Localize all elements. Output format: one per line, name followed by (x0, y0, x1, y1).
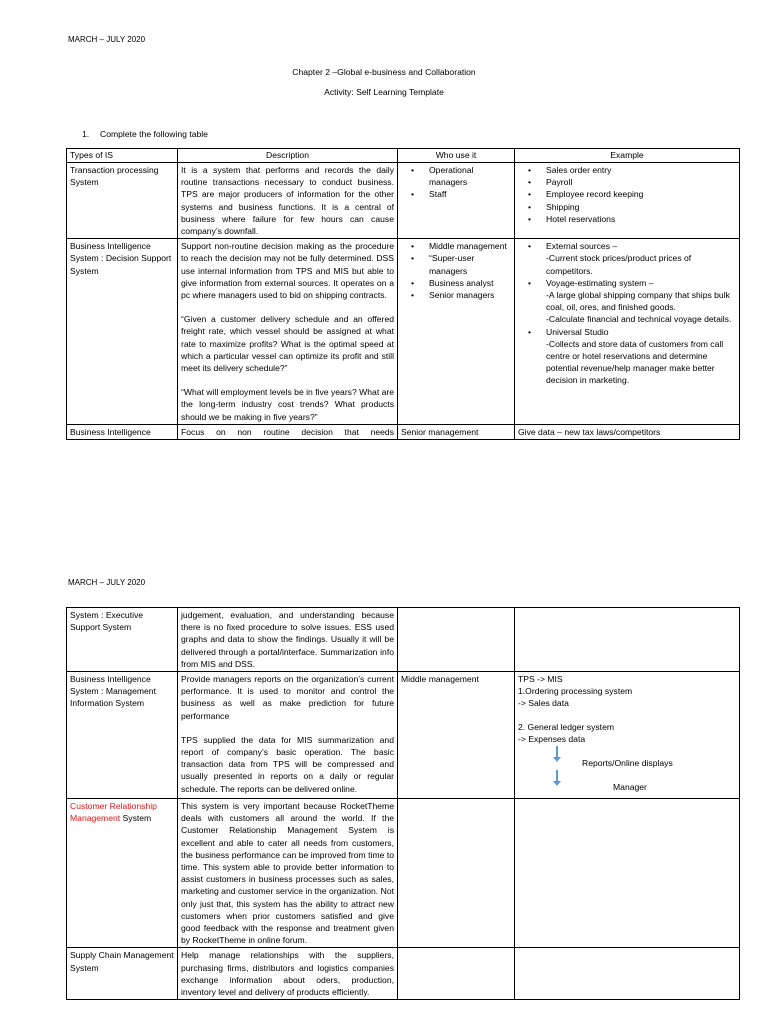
type-highlight: Customer Relationship Management (70, 801, 157, 824)
flow-line: Manager (613, 782, 647, 793)
who-cell (398, 608, 515, 672)
list-item: • Shipping (528, 201, 736, 213)
down-arrow-icon (556, 746, 558, 758)
chapter-title: Chapter 2 –Global e-business and Collaboration (292, 67, 476, 77)
type-cell: Business Intelligence (67, 424, 178, 439)
table-row (67, 239, 740, 425)
example-cell (515, 948, 740, 1000)
type-cell: Business Intelligence System : Management Information System (67, 672, 178, 799)
description-paragraph: Support non-routine decision making as the procedure to reach the decision may not be fully determined. DSS use internal information from TPS and MIS but able to give information from external sources. It operates on a pc where managers used to bid on shipping contracts. (181, 241, 394, 301)
who-cell (398, 799, 515, 948)
description-cell: judgement, evaluation, and understanding because there is no fixed procedure to solve issues. ESS used graphs and data to show the findings. Usually it will be delivered through a portal/interface. Summarization info from MIS and DSS. (178, 608, 398, 672)
description-paragraph: Provide managers reports on the organization’s current performance. It is used to monitor and control the business as well as make prediction for future performance (181, 674, 394, 721)
column-header: Types of IS (67, 149, 178, 163)
type-suffix: System (120, 813, 152, 824)
example-cell (515, 239, 740, 425)
list-item: • “Super-user managers (411, 252, 511, 276)
description-cell: Focus on non routine decision that needs (178, 424, 398, 439)
description-cell (178, 239, 398, 425)
flow-line: -> Sales data (518, 698, 569, 709)
who-cell (398, 163, 515, 239)
page-header: MARCH – JULY 2020 (68, 578, 146, 587)
description-cell: Help manage relationships with the suppliers, purchasing firms, distributors and logistics companies exchange information about oders, production, inventory level and delivery of products efficiently. (178, 948, 398, 1000)
instruction-number: 1. (82, 129, 90, 139)
example-cell (515, 672, 740, 799)
type-cell: Supply Chain Management System (67, 948, 178, 1000)
activity-subtitle: Activity: Self Learning Template (324, 87, 444, 97)
list-item: • Staff (411, 188, 511, 200)
list-item: • External sources – (528, 240, 736, 252)
instruction-text: Complete the following table (100, 129, 208, 139)
table-row (67, 163, 740, 239)
example-cell (515, 799, 740, 948)
column-header: Description (178, 149, 398, 163)
list-item: • Universal Studio (528, 326, 736, 338)
description-paragraph: “Given a customer delivery schedule and an offered freight rate, which vessel should be assigned at what rate to maximize profits? What is the optimal speed at which a particular vessel can optimize its profit and still meet its delivery schedule?” (181, 314, 394, 374)
description-cell (178, 672, 398, 799)
table-row (67, 799, 740, 948)
who-cell (398, 948, 515, 1000)
list-item: • Operational managers (411, 164, 511, 188)
list-item: • Payroll (528, 176, 736, 188)
type-cell: Transaction processing System (67, 163, 178, 239)
is-table-page1 (66, 148, 740, 440)
example-detail: -Calculate financial and technical voyage details. (546, 314, 732, 325)
example-detail: -A large global shipping company that ships bulk coal, oil, ores, and finished goods. (546, 290, 730, 313)
example-cell (515, 163, 740, 239)
mis-flow (518, 673, 736, 797)
list-item: • Voyage-estimating system – (528, 277, 736, 289)
description-cell: It is a system that performs and records the daily routine transactions necessary to conduct business. TPS are major producers of information for the other systems and business functions. It is a central of business where failure for few hours can cause company’s downfall. (178, 163, 398, 239)
list-item: • Sales order entry (528, 164, 736, 176)
column-header: Example (515, 149, 740, 163)
table-header-row (67, 149, 740, 163)
down-arrow-icon (556, 770, 558, 782)
is-table-page2 (66, 607, 740, 1000)
who-cell (398, 239, 515, 425)
example-detail: -Current stock prices/product prices of competitors. (546, 253, 692, 276)
flow-line: 2. General ledger system (518, 722, 615, 733)
example-detail: -Collects and store data of customers from call centre or hotel reservations and determine potential revenue/help manager make better decision in marketing. (546, 338, 724, 386)
type-cell: Business Intelligence System : Decision Support System (67, 239, 178, 425)
list-item: • Employee record keeping (528, 188, 736, 200)
description-paragraph: TPS supplied the data for MIS summarization and report of company’s basic operation. The basic transaction data from TPS will be compressed and usually presented in reports on a daily or regular schedule. The reports can be delivered online. (181, 734, 394, 794)
table-row (67, 672, 740, 799)
page-header: MARCH – JULY 2020 (68, 35, 146, 44)
description-paragraph: “What will employment levels be in five years? What are the long-term industry cost trends? What products should we be making in five years?” (181, 387, 395, 422)
flow-line: -> Expenses data (518, 734, 586, 745)
list-item: • Business analyst (411, 277, 511, 289)
flow-line: TPS -> MIS (518, 674, 563, 685)
list-item: • Senior managers (411, 289, 511, 301)
column-header: Who use it (398, 149, 515, 163)
table-row (67, 424, 740, 439)
flow-line: Reports/Online displays (582, 758, 673, 769)
list-item: • Hotel reservations (528, 213, 736, 225)
table-row (67, 608, 740, 672)
type-cell (67, 799, 178, 948)
who-cell: Senior management (398, 424, 515, 439)
instruction (82, 128, 208, 140)
flow-line: 1.Ordering processing system (518, 686, 633, 697)
description-cell: This system is very important because RocketTheme deals with customers all around the world. If the Customer Relationship Management System is excellent and able to cater all needs from customers, the business performance can be improved from time to time. This system able to provide better information to assist customers in business processes such as sales, marketing and customer service in the organization. Not only just that, this system has the ability to attract new customers when prior customers satisfied and give good feedback with the response and treatment given by RocketTheme in online forum. (178, 799, 398, 948)
who-cell: Middle management (398, 672, 515, 799)
table-row (67, 948, 740, 1000)
type-cell: System : Executive Support System (67, 608, 178, 672)
list-item: • Middle management (411, 240, 511, 252)
example-cell: Give data – new tax laws/competitors (515, 424, 740, 439)
example-cell (515, 608, 740, 672)
